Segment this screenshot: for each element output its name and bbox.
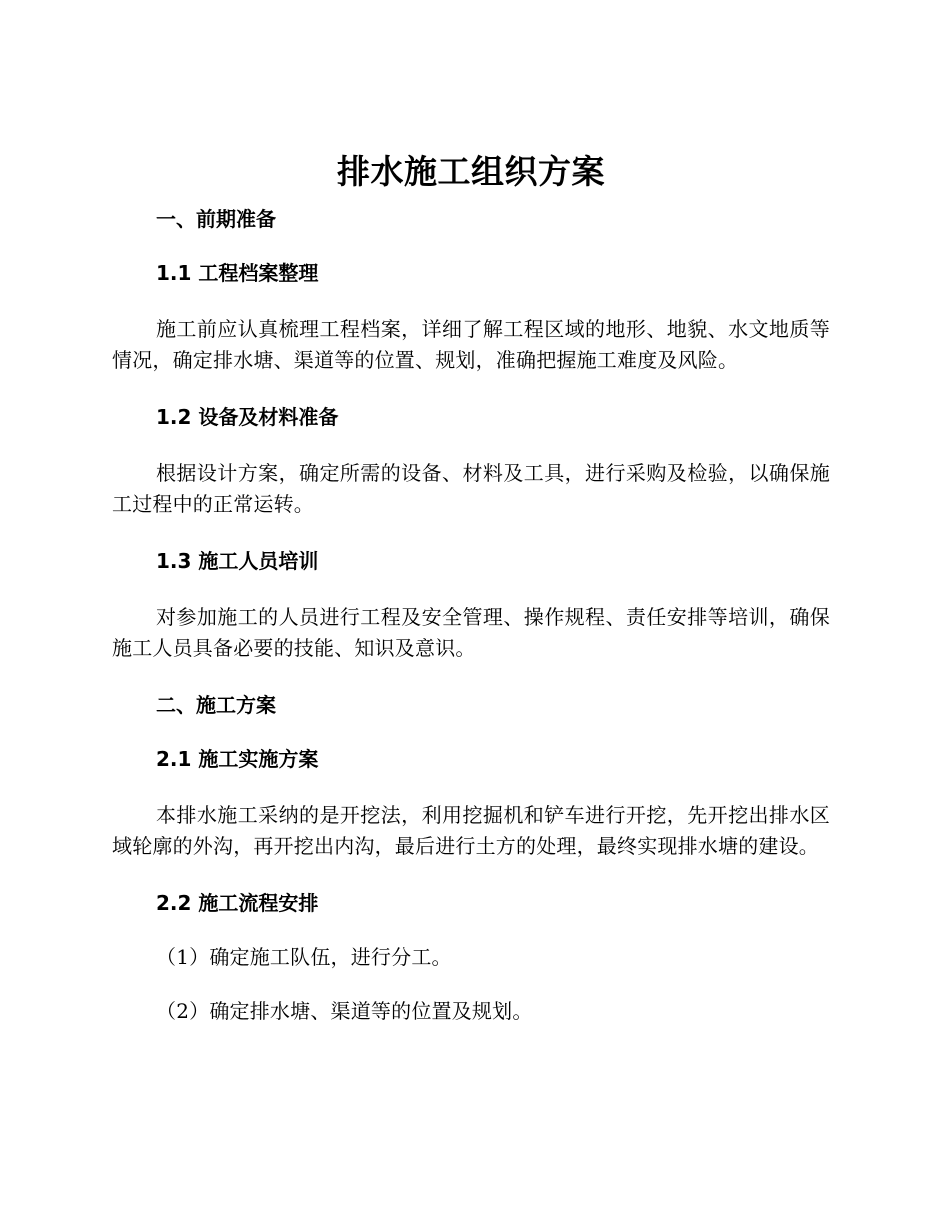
- subsection-heading-equipment: 1.2 设备及材料准备: [156, 405, 339, 429]
- subsection-heading-implementation: 2.1 施工实施方案: [156, 747, 319, 771]
- list-item: （1）确定施工队伍，进行分工。: [156, 945, 452, 969]
- paragraph-training: 对参加施工的人员进行工程及安全管理、操作规程、责任安排等培训，确保施工人员具备必要的技能、知识及意识。: [112, 605, 830, 660]
- list-item: （2）确定排水塘、渠道等的位置及规划。: [156, 999, 533, 1023]
- section-heading-plan: 二、施工方案: [156, 693, 276, 717]
- subsection-heading-process: 2.2 施工流程安排: [156, 891, 319, 915]
- document-body: [112, 150, 830, 1052]
- document-title: 排水施工组织方案: [337, 152, 605, 191]
- subsection-heading-archive: 1.1 工程档案整理: [156, 261, 319, 285]
- subsection-heading-training: 1.3 施工人员培训: [156, 549, 319, 573]
- paragraph-archive: 施工前应认真梳理工程档案，详细了解工程区域的地形、地貌、水文地质等情况，确定排水塘、渠道等的位置、规划，准确把握施工难度及风险。: [112, 317, 830, 372]
- section-heading-preparation: 一、前期准备: [156, 207, 276, 231]
- paragraph-implementation: 本排水施工采纳的是开挖法，利用挖掘机和铲车进行开挖，先开挖出排水区域轮廓的外沟，再开挖出内沟，最后进行土方的处理，最终实现排水塘的建设。: [112, 803, 830, 858]
- paragraph-equipment: 根据设计方案，确定所需的设备、材料及工具，进行采购及检验，以确保施工过程中的正常运转。: [112, 461, 830, 516]
